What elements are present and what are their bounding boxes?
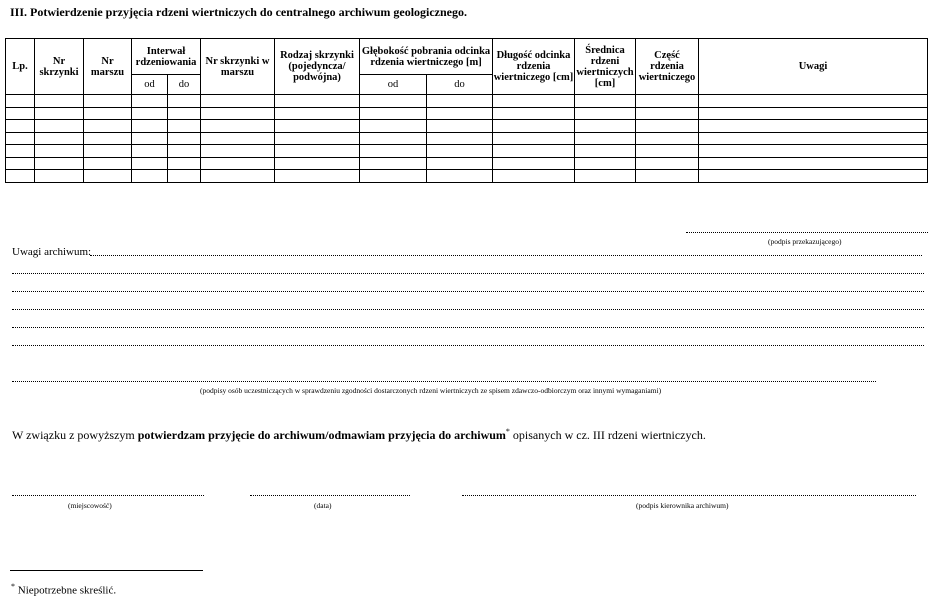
table-cell[interactable] [699, 120, 928, 133]
table-cell[interactable] [275, 132, 360, 145]
table-cell[interactable] [84, 120, 132, 133]
table-body [6, 95, 928, 183]
table-cell[interactable] [201, 107, 275, 120]
table-cell[interactable] [84, 95, 132, 108]
table-cell[interactable] [201, 157, 275, 170]
header-rodzaj-skrzynki: Rodzaj skrzynki (pojedyncza/ podwójna) [275, 39, 360, 95]
table-cell[interactable] [360, 157, 427, 170]
archive-remarks-line-5[interactable] [12, 327, 924, 328]
table-cell[interactable] [132, 145, 168, 158]
table-cell[interactable] [6, 145, 35, 158]
table-cell[interactable] [168, 132, 201, 145]
header-interwal: Interwał rdzeniowania [132, 39, 201, 75]
table-cell[interactable] [6, 95, 35, 108]
table-cell[interactable] [6, 107, 35, 120]
header-czesc: Część rdzenia wiertniczego [636, 39, 699, 95]
table-row [6, 170, 928, 183]
table-cell[interactable] [201, 132, 275, 145]
table-cell[interactable] [201, 95, 275, 108]
table-row [6, 157, 928, 170]
transferor-signature-caption: (podpis przekazującego) [768, 237, 842, 246]
table-cell[interactable] [427, 145, 493, 158]
table-cell[interactable] [201, 145, 275, 158]
table-cell[interactable] [6, 120, 35, 133]
header-uwagi: Uwagi [699, 39, 928, 95]
table-cell[interactable] [575, 107, 636, 120]
table-cell[interactable] [493, 107, 575, 120]
table-cell[interactable] [427, 170, 493, 183]
table-cell[interactable] [427, 132, 493, 145]
place-caption: (miejscowość) [68, 501, 112, 510]
table-cell[interactable] [84, 145, 132, 158]
table-row [6, 107, 928, 120]
table-cell[interactable] [575, 170, 636, 183]
table-cell[interactable] [35, 120, 84, 133]
table-cell[interactable] [575, 120, 636, 133]
header-nr-skrzynki-w-marszu: Nr skrzynki w marszu [201, 39, 275, 95]
footnote-text: Niepotrzebne skreślić. [17, 584, 117, 597]
table-cell[interactable] [427, 107, 493, 120]
table-cell[interactable] [275, 145, 360, 158]
table-cell[interactable] [84, 157, 132, 170]
table-cell[interactable] [360, 132, 427, 145]
archive-remarks-line-2[interactable] [12, 273, 924, 274]
table-cell[interactable] [360, 145, 427, 158]
date-line[interactable] [250, 495, 410, 496]
table-cell[interactable] [201, 170, 275, 183]
table-cell[interactable] [636, 145, 699, 158]
table-cell[interactable] [493, 170, 575, 183]
footnote-asterisk: * [11, 582, 15, 591]
table-cell[interactable] [636, 157, 699, 170]
header-interwal-od: od [132, 75, 168, 95]
table-cell[interactable] [493, 95, 575, 108]
table-cell[interactable] [6, 157, 35, 170]
table-cell[interactable] [493, 132, 575, 145]
archive-remarks-line-6[interactable] [12, 345, 924, 346]
header-glebokosc-do: do [427, 75, 493, 95]
table-cell[interactable] [275, 95, 360, 108]
table-cell[interactable] [360, 120, 427, 133]
header-srednica: Średnica rdzeni wiertniczych [cm] [575, 39, 636, 95]
header-lp: Lp. [6, 39, 35, 95]
archive-remarks-label: Uwagi archiwum: [12, 246, 92, 258]
table-cell[interactable] [427, 120, 493, 133]
table-row [6, 145, 928, 158]
table-cell[interactable] [35, 107, 84, 120]
table-cell[interactable] [35, 145, 84, 158]
table-cell[interactable] [6, 170, 35, 183]
table-cell[interactable] [201, 120, 275, 133]
table-cell[interactable] [575, 157, 636, 170]
table-cell[interactable] [35, 157, 84, 170]
table-cell[interactable] [168, 95, 201, 108]
table-cell[interactable] [132, 120, 168, 133]
table-cell[interactable] [275, 157, 360, 170]
header-dlugosc: Długość odcinka rdzenia wiertniczego [cm] [493, 39, 575, 95]
table-cell[interactable] [427, 157, 493, 170]
table-cell[interactable] [132, 132, 168, 145]
header-nr-skrzynki: Nr skrzynki [35, 39, 84, 95]
table-cell[interactable] [575, 95, 636, 108]
table-cell[interactable] [493, 120, 575, 133]
table-cell[interactable] [84, 107, 132, 120]
table-cell[interactable] [35, 170, 84, 183]
confirmation-prefix: W związku z powyższym [12, 428, 135, 442]
table-cell[interactable] [636, 170, 699, 183]
table-cell[interactable] [168, 120, 201, 133]
table-cell[interactable] [35, 132, 84, 145]
table-cell[interactable] [132, 95, 168, 108]
table-cell[interactable] [168, 107, 201, 120]
footnote-rule [10, 570, 203, 571]
head-signature-line[interactable] [462, 495, 916, 496]
header-nr-marszu: Nr marszu [84, 39, 132, 95]
table-cell[interactable] [575, 132, 636, 145]
transferor-signature-line[interactable] [686, 232, 928, 233]
table-cell[interactable] [699, 170, 928, 183]
table-cell[interactable] [636, 120, 699, 133]
place-line[interactable] [12, 495, 204, 496]
table-cell[interactable] [360, 95, 427, 108]
table-cell[interactable] [636, 132, 699, 145]
table-cell[interactable] [699, 132, 928, 145]
archive-remarks-line-4[interactable] [12, 309, 924, 310]
table-row [6, 95, 928, 108]
table-cell[interactable] [275, 120, 360, 133]
table-cell[interactable] [132, 157, 168, 170]
table-cell[interactable] [84, 170, 132, 183]
table-cell[interactable] [699, 157, 928, 170]
table-cell[interactable] [493, 157, 575, 170]
date-caption: (data) [314, 501, 332, 510]
table-cell[interactable] [699, 145, 928, 158]
table-cell[interactable] [699, 95, 928, 108]
table-cell[interactable] [636, 107, 699, 120]
table-row [6, 120, 928, 133]
header-interwal-do: do [168, 75, 201, 95]
archive-remarks-line-1[interactable] [90, 255, 922, 256]
confirmation-statement [12, 427, 706, 443]
table-cell[interactable] [636, 95, 699, 108]
table-cell[interactable] [275, 170, 360, 183]
footnote [11, 582, 116, 597]
table-cell[interactable] [168, 170, 201, 183]
table-cell[interactable] [493, 145, 575, 158]
inspectors-signature-caption: (podpisy osób uczestniczących w sprawdzeniu zgodności dostarczonych rdzeni wiertniczych ze spisem zdawczo-odbiorczym oraz innymi wymaganiami) [200, 386, 662, 395]
confirmation-suffix: opisanych w cz. III rdzeni wiertniczych. [512, 428, 706, 442]
table-row [6, 132, 928, 145]
header-glebokosc: Głębokość pobrania odcinka rdzenia wiertniczego [m] [360, 39, 493, 75]
table-cell[interactable] [360, 107, 427, 120]
table-cell[interactable] [575, 145, 636, 158]
table-cell[interactable] [275, 107, 360, 120]
table-cell[interactable] [84, 132, 132, 145]
table-cell[interactable] [132, 107, 168, 120]
confirmation-choice: potwierdzam przyjęcie do archiwum/odmawiam przyjęcia do archiwum [137, 428, 506, 442]
table-cell[interactable] [699, 107, 928, 120]
table-cell[interactable] [6, 132, 35, 145]
archive-remarks-line-3[interactable] [12, 291, 924, 292]
header-glebokosc-od: od [360, 75, 427, 95]
section-title: III. Potwierdzenie przyjęcia rdzeni wiertniczych do centralnego archiwum geologicznego. [10, 5, 468, 19]
table-cell[interactable] [427, 95, 493, 108]
table-cell[interactable] [35, 95, 84, 108]
table-cell[interactable] [360, 170, 427, 183]
inspectors-signature-line[interactable] [12, 381, 876, 382]
cores-table [5, 38, 928, 183]
table-cell[interactable] [168, 145, 201, 158]
table-cell[interactable] [132, 170, 168, 183]
table-cell[interactable] [168, 157, 201, 170]
head-signature-caption: (podpis kierownika archiwum) [636, 501, 729, 510]
footnote-marker: * [505, 427, 510, 436]
